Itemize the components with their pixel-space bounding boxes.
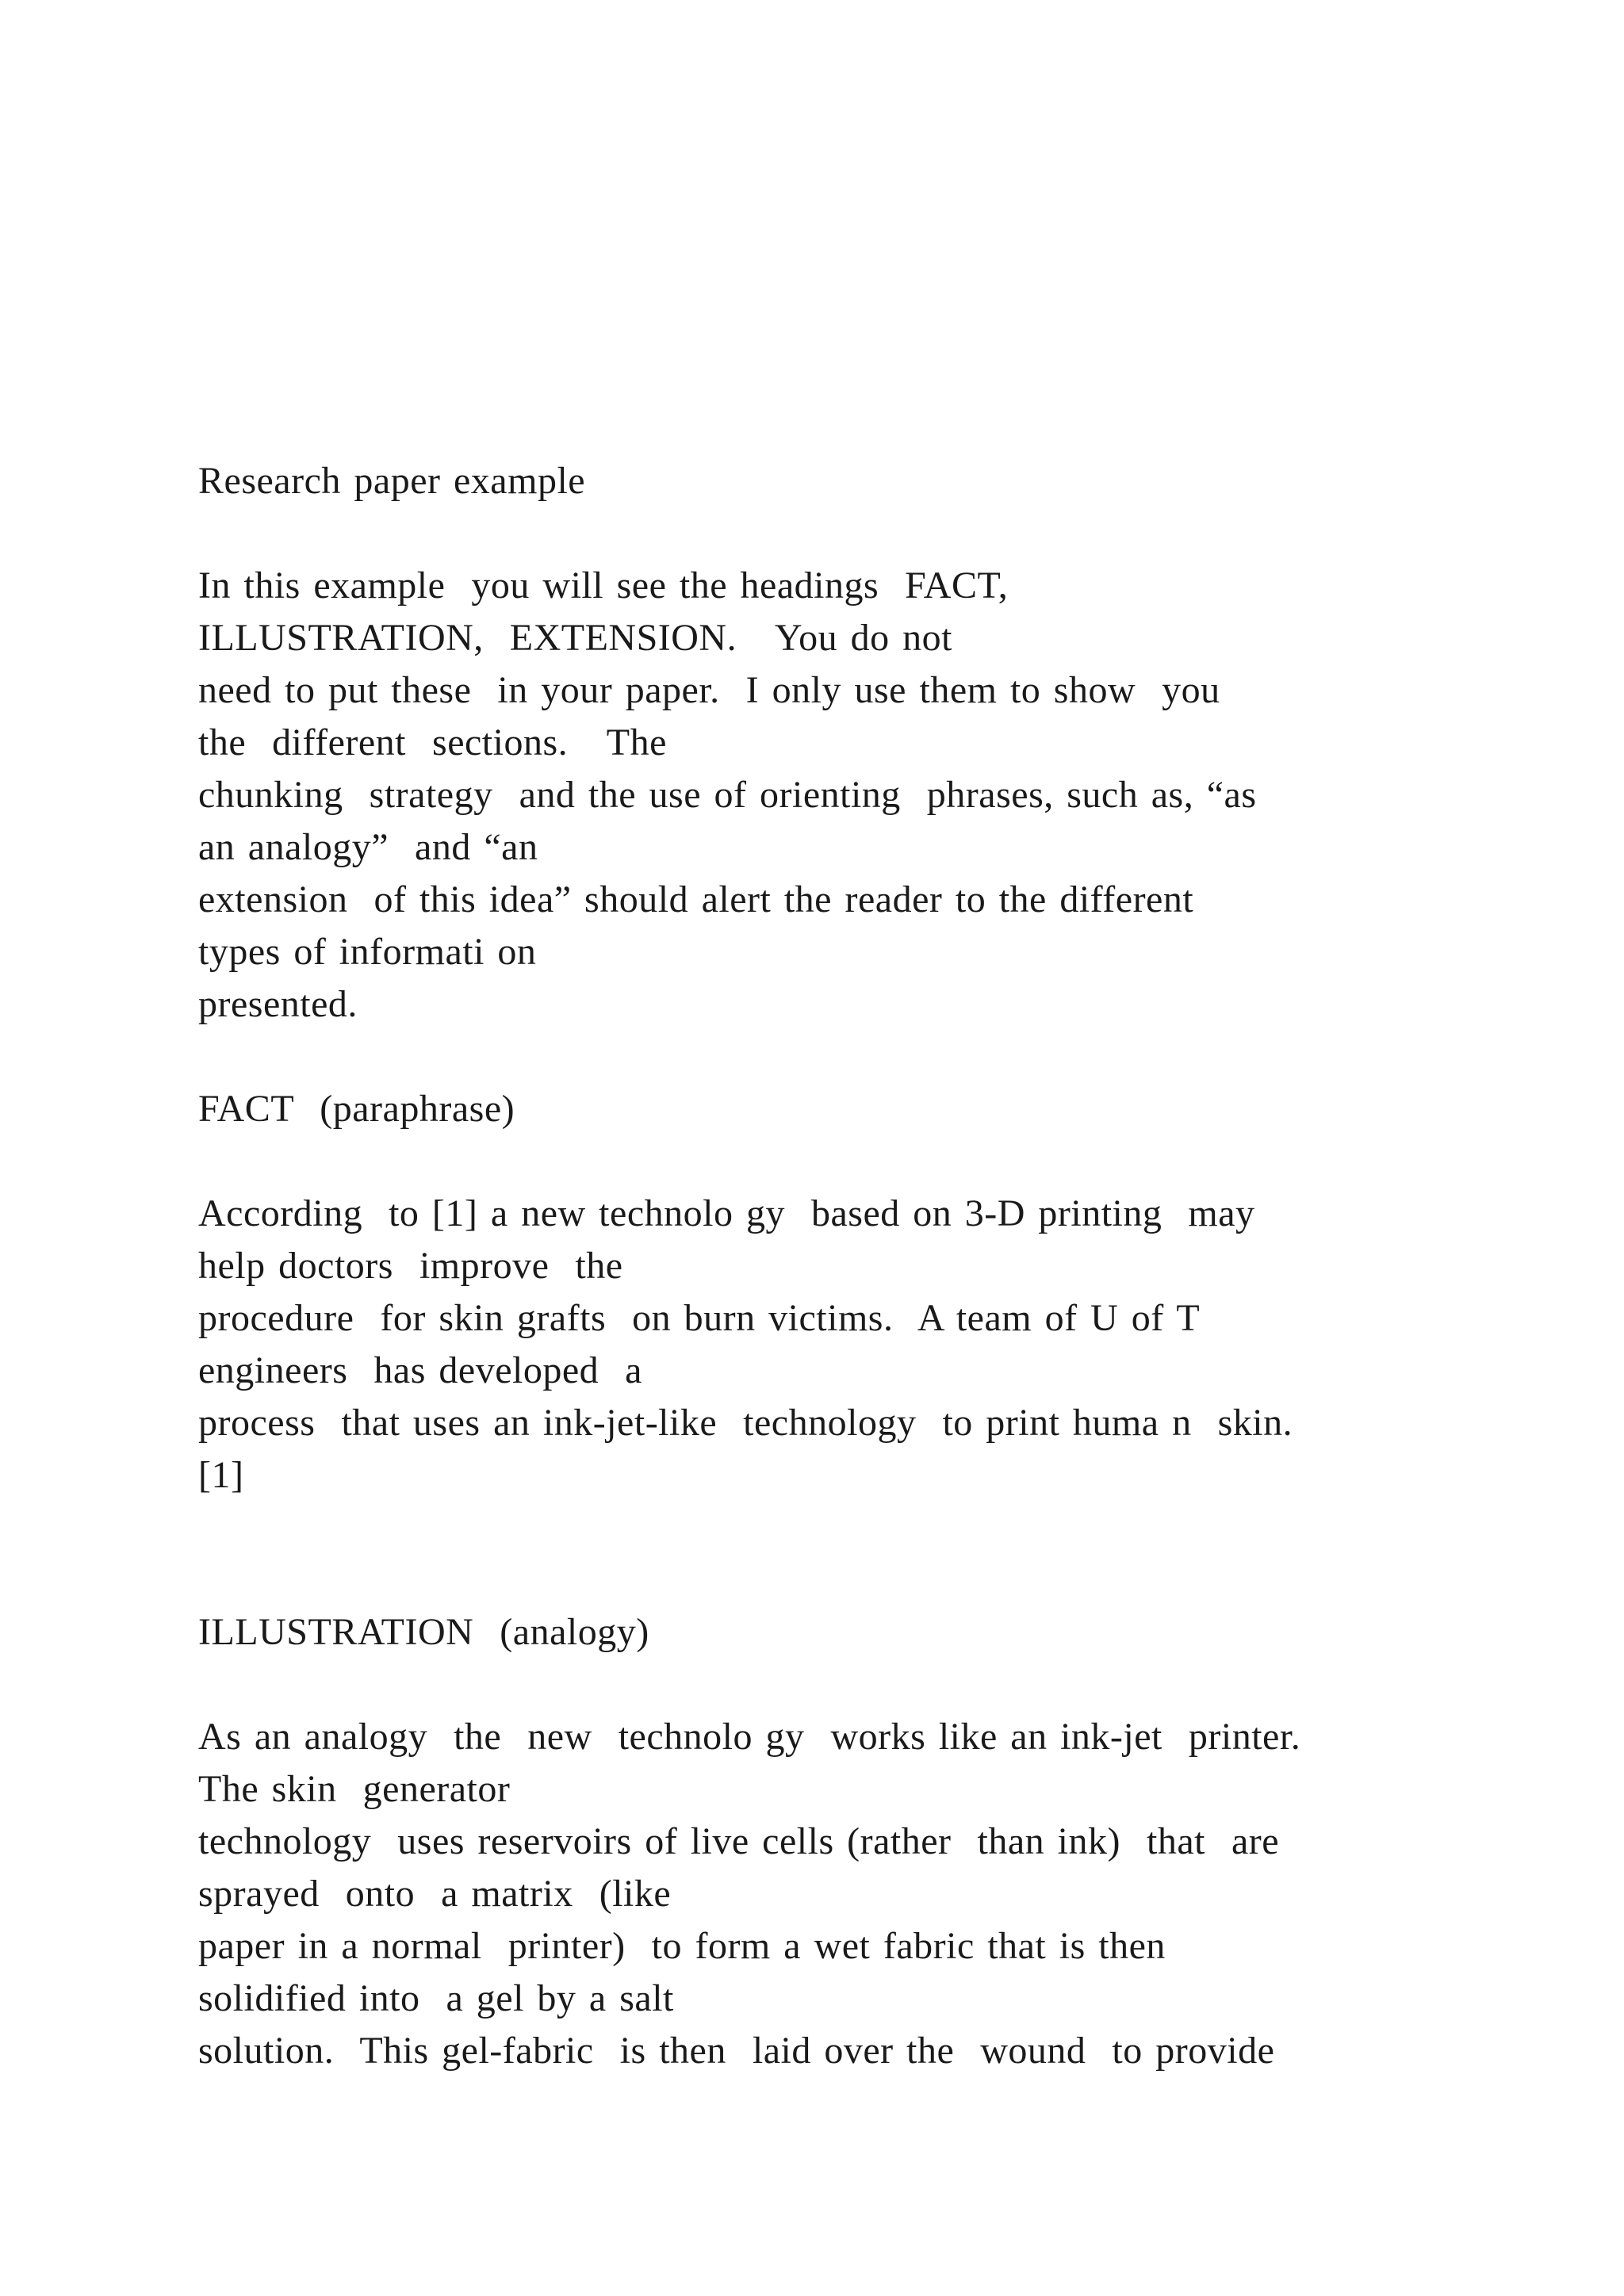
fact-heading: FACT (paraphrase) (198, 1088, 515, 1130)
intro-line: need to put these in your paper. I only use them to show you (198, 669, 1220, 711)
intro-line: chunking strategy and the use of orienting phrases, such as, “as (198, 774, 1257, 816)
document-title: Research paper example (198, 460, 586, 502)
spacer (198, 1031, 1594, 1083)
fact-line: process that uses an ink-jet-like technology to print huma n skin. (198, 1402, 1293, 1444)
document-body (198, 455, 1594, 2077)
illustration-line: As an analogy the new technolo gy works like an ink-jet printer. (198, 1716, 1301, 1758)
illustration-line: The skin generator (198, 1768, 511, 1810)
intro-line: In this example you will see the headings FACT, (198, 564, 1009, 607)
intro-line: types of informati on (198, 931, 537, 973)
spacer (198, 1135, 1594, 1188)
illustration-heading: ILLUSTRATION (analogy) (198, 1611, 649, 1653)
fact-line: procedure for skin grafts on burn victims. A team of U of T (198, 1297, 1201, 1339)
illustration-line: solution. This gel-fabric is then laid over the wound to provide (198, 2030, 1275, 2072)
illustration-line: technology uses reservoirs of live cells (rather than ink) that are (198, 1820, 1280, 1862)
illustration-line: sprayed onto a matrix (like (198, 1873, 672, 1915)
intro-line: presented. (198, 983, 358, 1025)
spacer (198, 507, 1594, 560)
intro-line: an analogy” and “an (198, 826, 538, 868)
intro-line: extension of this idea” should alert the reader to the different (198, 878, 1194, 920)
illustration-line: solidified into a gel by a salt (198, 1977, 674, 2019)
fact-line: help doctors improve the (198, 1245, 623, 1287)
intro-line: ILLUSTRATION, EXTENSION. You do not (198, 617, 953, 659)
illustration-line: paper in a normal printer) to form a wet fabric that is then (198, 1925, 1166, 1967)
spacer (198, 1502, 1594, 1606)
intro-line: the different sections. The (198, 721, 667, 763)
spacer (198, 1659, 1594, 1711)
fact-line: According to [1] a new technolo gy based on 3-D printing may (198, 1192, 1255, 1234)
fact-line: engineers has developed a (198, 1349, 642, 1391)
fact-line: [1] (198, 1454, 244, 1496)
